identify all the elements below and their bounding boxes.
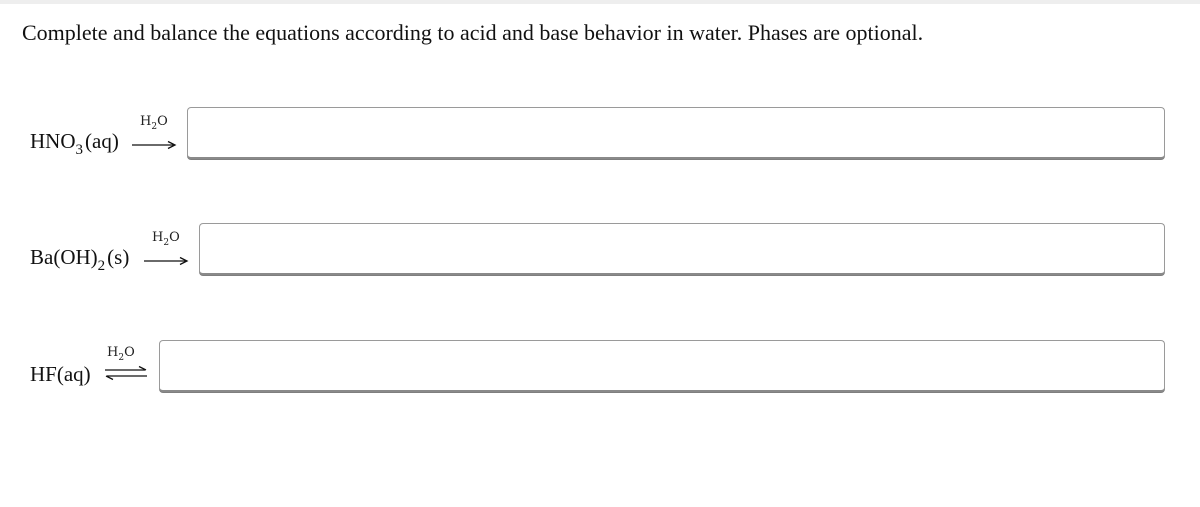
reactant-main: Ba(OH) [30, 245, 98, 269]
reactant-formula [30, 362, 91, 389]
solvent-label [152, 231, 180, 246]
solvent-h: H [152, 230, 164, 245]
solvent-subscript: 2 [151, 122, 158, 132]
reactant-main: HNO [30, 129, 76, 153]
solvent-label [140, 115, 168, 130]
solvent-subscript: 2 [163, 238, 170, 248]
solvent-o: O [169, 230, 180, 245]
reaction-arrow-icon [144, 256, 190, 266]
answer-input-3[interactable] [159, 340, 1165, 392]
reactant-formula [30, 245, 129, 272]
equilibrium-arrow-icon [105, 366, 149, 380]
solvent-h: H [140, 114, 152, 129]
reactant-main: HF [30, 362, 57, 386]
reactant-phase: (s) [107, 245, 130, 269]
equation-row-2 [0, 220, 1200, 280]
reactant-phase: (aq) [56, 362, 91, 386]
instructions-text: Complete and balance the equations according to acid and base behavior in water. Phases are optional. [22, 20, 924, 45]
equation-row-1 [0, 104, 1200, 164]
solvent-o: O [157, 114, 168, 129]
top-border [0, 0, 1200, 4]
solvent-o: O [124, 345, 135, 360]
solvent-label [107, 346, 135, 361]
equation-row-3 [0, 337, 1200, 397]
solvent-subscript: 2 [118, 353, 125, 363]
solvent-h: H [107, 345, 119, 360]
reactant-phase: (aq) [85, 129, 119, 153]
reactant-subscript: 2 [97, 258, 106, 274]
reactant-subscript: 3 [75, 142, 83, 158]
reactant-formula [30, 129, 119, 156]
answer-input-2[interactable] [199, 223, 1165, 275]
reaction-arrow-icon [132, 140, 178, 150]
answer-input-1[interactable] [187, 107, 1165, 159]
